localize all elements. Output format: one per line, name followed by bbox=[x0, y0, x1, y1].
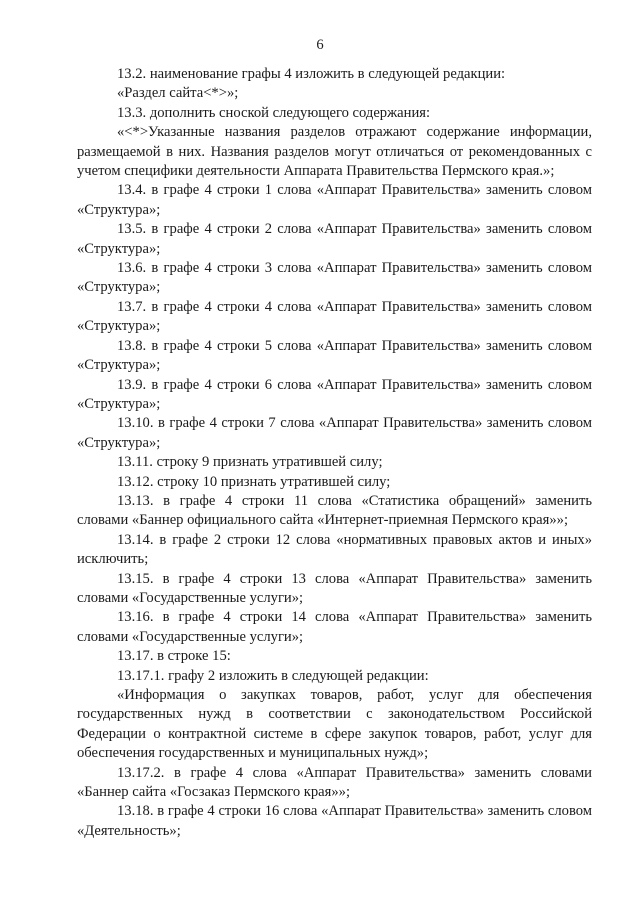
paragraph-13-6: 13.6. в графе 4 строки 3 слова «Аппарат Правительства» заменить словом «Структура»; bbox=[77, 260, 592, 296]
paragraph-13-13: 13.13. в графе 4 строки 11 слова «Статистика обращений» заменить словами «Баннер официального сайта «Интернет-приемная Пермского края»»; bbox=[77, 492, 592, 529]
paragraph-13-2: 13.2. наименование графы 4 изложить в следующей редакции: bbox=[117, 66, 506, 82]
paragraph-13-17: 13.17. в строке 15: bbox=[117, 648, 231, 665]
paragraph-13-15: 13.15. в графе 4 строки 13 слова «Аппарат Правительства» заменить словами «Государственные услуги»; bbox=[77, 570, 592, 606]
paragraph-section-title: «Раздел сайта<*>»; bbox=[117, 85, 239, 102]
document-body bbox=[77, 65, 592, 841]
paragraph-13-18: 13.18. в графе 4 строки 16 слова «Аппарат Правительства» заменить словом «Деятельность»; bbox=[77, 803, 592, 839]
paragraph-13-16: 13.16. в графе 4 строки 14 слова «Аппарат Правительства» заменить словами «Государственные услуги»; bbox=[77, 609, 592, 645]
paragraph-footnote-text: «<*>Указанные названия разделов отражают содержание информации, размещаемой в них. Названия разделов могут отличаться от рекомендованных с учетом специфики деятельности Аппарата Правительства Пермского края.»; bbox=[77, 124, 592, 180]
paragraph-13-17-2: 13.17.2. в графе 4 слова «Аппарат Правительства» заменить словами «Баннер сайта «Госзаказ Пермского края»»; bbox=[77, 764, 592, 801]
paragraph-procurement-info: «Информация о закупках товаров, работ, услуг для обеспечения государственных нужд в соответствии с законодательством Российской Федерации о контрактной системе в сфере закупок товаров, работ, услуг для обеспечения государственных и муниципальных нужд»; bbox=[77, 687, 592, 762]
paragraph-13-3: 13.3. дополнить сноской следующего содержания: bbox=[117, 104, 431, 121]
paragraph-13-10: 13.10. в графе 4 строки 7 слова «Аппарат Правительства» заменить словом «Структура»; bbox=[77, 415, 592, 451]
paragraph-13-12: 13.12. строку 10 признать утратившей силу; bbox=[117, 473, 391, 490]
paragraph-13-4: 13.4. в графе 4 строки 1 слова «Аппарат Правительства» заменить словом «Структура»; bbox=[77, 182, 592, 218]
paragraph-13-17-1: 13.17.1. графу 2 изложить в следующей редакции: bbox=[117, 667, 429, 684]
paragraph-13-8: 13.8. в графе 4 строки 5 слова «Аппарат Правительства» заменить словом «Структура»; bbox=[77, 337, 592, 374]
paragraph-13-5: 13.5. в графе 4 строки 2 слова «Аппарат Правительства» заменить словом «Структура»; bbox=[77, 221, 592, 257]
paragraph-13-11: 13.11. строку 9 признать утратившей силу; bbox=[117, 454, 383, 471]
paragraph-13-9: 13.9. в графе 4 строки 6 слова «Аппарат Правительства» заменить словом «Структура»; bbox=[77, 376, 592, 412]
page-number: 6 bbox=[316, 37, 324, 53]
paragraph-13-7: 13.7. в графе 4 строки 4 слова «Аппарат Правительства» заменить словом «Структура»; bbox=[77, 298, 592, 335]
paragraph-13-14: 13.14. в графе 2 строки 12 слова «нормативных правовых актов и иных» исключить; bbox=[77, 531, 592, 568]
